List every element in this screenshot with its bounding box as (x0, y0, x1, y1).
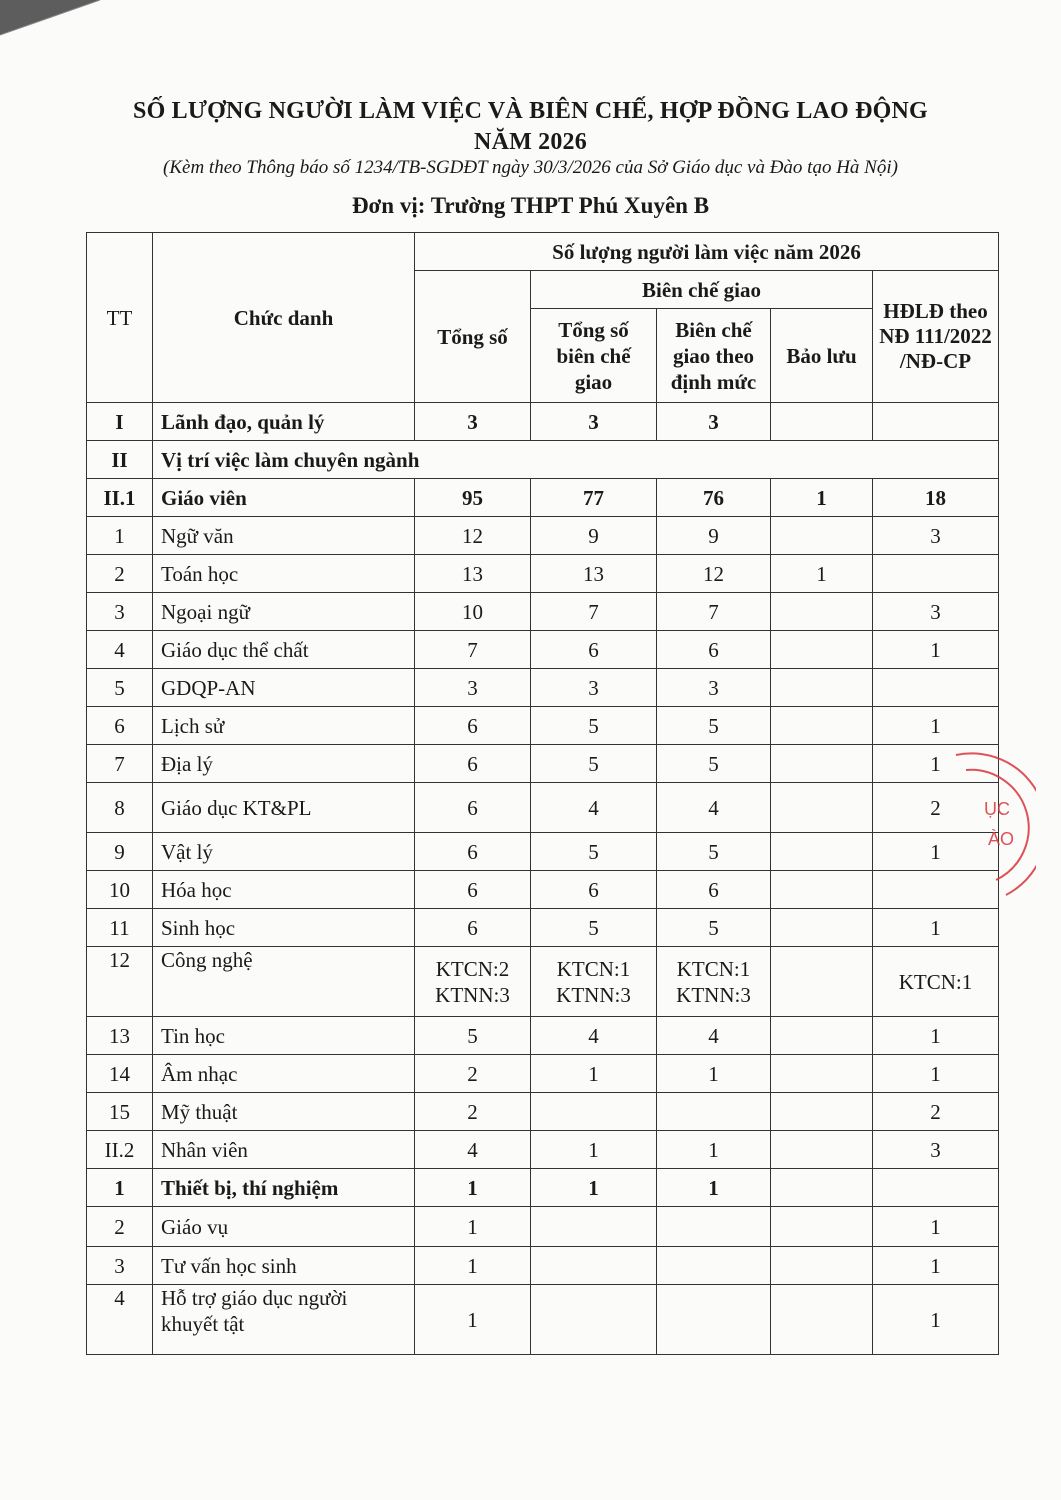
row-bienche-norm: 1 (657, 1169, 771, 1207)
row-name-line1: Hỗ trợ giáo dục người (161, 1286, 348, 1310)
row-name: Thiết bị, thí nghiệm (153, 1169, 415, 1207)
row-bienche-norm: 6 (657, 871, 771, 909)
row-reserve (771, 1285, 873, 1355)
row-reserve (771, 909, 873, 947)
table-row (87, 631, 999, 669)
row-tt: 2 (87, 1207, 153, 1247)
row-name: Âm nhạc (153, 1055, 415, 1093)
row-contract: 1 (873, 745, 999, 783)
staff-table (86, 232, 999, 1355)
row-total: 6 (415, 707, 531, 745)
row-bienche-total: 9 (531, 517, 657, 555)
row-contract: 2 (873, 783, 999, 833)
row-bienche-norm: 1 (657, 1055, 771, 1093)
row-total: 3 (415, 669, 531, 707)
row-contract: 2 (873, 1093, 999, 1131)
row-tt: 4 (87, 1285, 153, 1355)
row-tt: 14 (87, 1055, 153, 1093)
table-row (87, 1207, 999, 1247)
row-tt: 13 (87, 1017, 153, 1055)
row-contract: 1 (873, 1207, 999, 1247)
row-total-line2: KTNN:3 (435, 982, 510, 1007)
row-bienche-total: 6 (531, 631, 657, 669)
row-name: Giáo vụ (153, 1207, 415, 1247)
row-tt: 10 (87, 871, 153, 909)
row-bienche-total: 13 (531, 555, 657, 593)
row-contract: 1 (873, 1017, 999, 1055)
row-name: GDQP-AN (153, 669, 415, 707)
row-reserve (771, 1131, 873, 1169)
row-total (415, 947, 531, 1017)
row-bienche-norm: 5 (657, 745, 771, 783)
table-row (87, 403, 999, 441)
row-bienche-total: 5 (531, 745, 657, 783)
row-tt: 9 (87, 833, 153, 871)
seal-text-1: ỤC (984, 799, 1010, 819)
row-name: Mỹ thuật (153, 1093, 415, 1131)
header-tt: TT (87, 233, 153, 403)
row-total: 1 (415, 1247, 531, 1285)
row-reserve (771, 833, 873, 871)
row-contract: 3 (873, 1131, 999, 1169)
row-bienche-norm: 9 (657, 517, 771, 555)
table-row (87, 1131, 999, 1169)
header-contract: HĐLĐ theo NĐ 111/2022 /NĐ-CP (873, 271, 999, 403)
row-contract: 1 (873, 1247, 999, 1285)
row-name: Ngữ văn (153, 517, 415, 555)
row-bienche-total: 6 (531, 871, 657, 909)
row-bienche-norm: 3 (657, 403, 771, 441)
row-tt: 2 (87, 555, 153, 593)
row-bienche-total (531, 1247, 657, 1285)
row-contract: KTCN:1 (873, 947, 999, 1017)
table-row (87, 745, 999, 783)
row-name: Giáo dục thể chất (153, 631, 415, 669)
row-reserve (771, 1207, 873, 1247)
row-bienche-norm: 76 (657, 479, 771, 517)
row-bienche-total (531, 1207, 657, 1247)
row-reserve (771, 1169, 873, 1207)
row-bienche-total (531, 947, 657, 1017)
row-reserve (771, 669, 873, 707)
row-tt: 3 (87, 593, 153, 631)
row-total: 2 (415, 1055, 531, 1093)
row-name: Tin học (153, 1017, 415, 1055)
row-bienche-total: 77 (531, 479, 657, 517)
document-title-line1: SỐ LƯỢNG NGƯỜI LÀM VIỆC VÀ BIÊN CHẾ, HỢP ĐỒNG LAO ĐỘNG (133, 98, 928, 124)
row-tt: 3 (87, 1247, 153, 1285)
row-total: 1 (415, 1169, 531, 1207)
table-row (87, 783, 999, 833)
row-reserve (771, 947, 873, 1017)
row-tt: 5 (87, 669, 153, 707)
row-bienche-norm (657, 1093, 771, 1131)
row-reserve (771, 783, 873, 833)
red-seal-stamp (936, 745, 1036, 905)
row-reserve (771, 517, 873, 555)
row-bienche-norm: 4 (657, 1017, 771, 1055)
row-name: Tư vấn học sinh (153, 1247, 415, 1285)
row-total: 10 (415, 593, 531, 631)
row-bienche-norm: 6 (657, 631, 771, 669)
table-row (87, 555, 999, 593)
header-total: Tổng số (415, 271, 531, 403)
row-name: Địa lý (153, 745, 415, 783)
document-title-line2: NĂM 2026 (474, 129, 587, 155)
row-tt: II.1 (87, 479, 153, 517)
row-reserve (771, 593, 873, 631)
row-total: 12 (415, 517, 531, 555)
table-row (87, 1055, 999, 1093)
row-bienche-norm-line1: KTCN:1 (676, 956, 751, 981)
row-bienche-total: 1 (531, 1055, 657, 1093)
row-reserve (771, 871, 873, 909)
document-unit: Đơn vị: Trường THPT Phú Xuyên B (351, 193, 710, 218)
header-reserve: Bảo lưu (771, 309, 873, 403)
row-tt: I (87, 403, 153, 441)
row-total: 4 (415, 1131, 531, 1169)
row-tt: 11 (87, 909, 153, 947)
row-name: Giáo viên (153, 479, 415, 517)
row-reserve (771, 745, 873, 783)
row-bienche-norm (657, 1207, 771, 1247)
row-name: Vật lý (153, 833, 415, 871)
seal-text-2: ÀO (988, 829, 1015, 849)
row-reserve (771, 1247, 873, 1285)
table-row (87, 909, 999, 947)
row-total: 3 (415, 403, 531, 441)
row-total: 6 (415, 871, 531, 909)
row-tt: 4 (87, 631, 153, 669)
row-bienche-total: 3 (531, 403, 657, 441)
row-bienche-norm: 5 (657, 833, 771, 871)
row-reserve (771, 1017, 873, 1055)
row-total-line1: KTCN:2 (435, 956, 510, 981)
row-bienche-total: 5 (531, 833, 657, 871)
row-total: 2 (415, 1093, 531, 1131)
row-reserve (771, 707, 873, 745)
row-contract: 1 (873, 631, 999, 669)
row-reserve: 1 (771, 479, 873, 517)
table-row (87, 871, 999, 909)
row-bienche-total: 1 (531, 1131, 657, 1169)
header-bienche-total: Tổng số biên chế giao (531, 309, 657, 403)
row-tt: 6 (87, 707, 153, 745)
row-bienche-total: 7 (531, 593, 657, 631)
row-bienche-norm (657, 947, 771, 1017)
row-bienche-norm (657, 1285, 771, 1355)
table-row (87, 707, 999, 745)
row-bienche-norm: 4 (657, 783, 771, 833)
row-bienche-total: 5 (531, 909, 657, 947)
row-contract: 1 (873, 909, 999, 947)
row-total: 13 (415, 555, 531, 593)
row-total: 6 (415, 783, 531, 833)
row-contract: 1 (873, 833, 999, 871)
table-row (87, 517, 999, 555)
row-bienche-norm: 3 (657, 669, 771, 707)
row-total: 7 (415, 631, 531, 669)
row-total: 1 (415, 1207, 531, 1247)
row-tt: 1 (87, 1169, 153, 1207)
row-contract: 1 (873, 1285, 999, 1355)
row-name: Lãnh đạo, quản lý (153, 403, 415, 441)
row-total: 6 (415, 833, 531, 871)
document-subtitle: (Kèm theo Thông báo số 1234/TB-SGDĐT ngày 30/3/2026 của Sở Giáo dục và Đào tạo Hà Nội) (163, 157, 898, 178)
row-bienche-norm: 5 (657, 909, 771, 947)
row-contract (873, 555, 999, 593)
row-bienche-total (531, 1285, 657, 1355)
table-row (87, 1093, 999, 1131)
row-contract: 3 (873, 593, 999, 631)
table-row (87, 1285, 999, 1355)
row-bienche-total (531, 1093, 657, 1131)
row-tt: 15 (87, 1093, 153, 1131)
table-row (87, 1169, 999, 1207)
row-tt: 12 (87, 947, 153, 1017)
row-total: 6 (415, 909, 531, 947)
table-row (87, 947, 999, 1017)
row-tt: 7 (87, 745, 153, 783)
table-row (87, 1247, 999, 1285)
row-name: Sinh học (153, 909, 415, 947)
page-corner-fold (0, 0, 110, 40)
row-name: Ngoại ngữ (153, 593, 415, 631)
header-group: Số lượng người làm việc năm 2026 (415, 233, 999, 271)
row-tt: 8 (87, 783, 153, 833)
table-row (87, 1017, 999, 1055)
table-row (87, 833, 999, 871)
row-name: Toán học (153, 555, 415, 593)
row-bienche-total: 1 (531, 1169, 657, 1207)
row-tt: 1 (87, 517, 153, 555)
header-bienche-norm: Biên chế giao theo định mức (657, 309, 771, 403)
row-bienche-norm: 7 (657, 593, 771, 631)
header-title: Chức danh (153, 233, 415, 403)
row-name: Công nghệ (153, 947, 415, 1017)
row-reserve (771, 403, 873, 441)
row-total: 1 (415, 1285, 531, 1355)
row-tt: II.2 (87, 1131, 153, 1169)
row-name: Nhân viên (153, 1131, 415, 1169)
row-name: Giáo dục KT&PL (153, 783, 415, 833)
row-contract (873, 669, 999, 707)
row-bienche-norm-line2: KTNN:3 (676, 982, 751, 1007)
row-bienche-norm: 1 (657, 1131, 771, 1169)
row-bienche-norm (657, 1247, 771, 1285)
row-bienche-total: 4 (531, 1017, 657, 1055)
row-total: 5 (415, 1017, 531, 1055)
row-bienche-total-line1: KTCN:1 (556, 956, 631, 981)
row-name: Hóa học (153, 871, 415, 909)
row-contract: 1 (873, 707, 999, 745)
row-tt: II (87, 441, 153, 479)
row-reserve (771, 1055, 873, 1093)
row-total: 6 (415, 745, 531, 783)
header-bienche: Biên chế giao (531, 271, 873, 309)
row-bienche-norm: 12 (657, 555, 771, 593)
row-name-line2: khuyết tật (161, 1312, 245, 1336)
row-contract: 3 (873, 517, 999, 555)
table-row (87, 479, 999, 517)
row-bienche-norm: 5 (657, 707, 771, 745)
row-total: 95 (415, 479, 531, 517)
row-reserve (771, 1093, 873, 1131)
table-row (87, 593, 999, 631)
row-bienche-total-line2: KTNN:3 (556, 982, 631, 1007)
row-contract: 1 (873, 1055, 999, 1093)
row-contract (873, 1169, 999, 1207)
row-name: Vị trí việc làm chuyên ngành (153, 441, 999, 479)
row-bienche-total: 3 (531, 669, 657, 707)
table-row (87, 669, 999, 707)
row-reserve (771, 631, 873, 669)
row-reserve: 1 (771, 555, 873, 593)
row-contract (873, 403, 999, 441)
row-bienche-total: 5 (531, 707, 657, 745)
row-bienche-total: 4 (531, 783, 657, 833)
row-contract: 18 (873, 479, 999, 517)
row-name: Lịch sử (153, 707, 415, 745)
row-name (153, 1285, 415, 1355)
